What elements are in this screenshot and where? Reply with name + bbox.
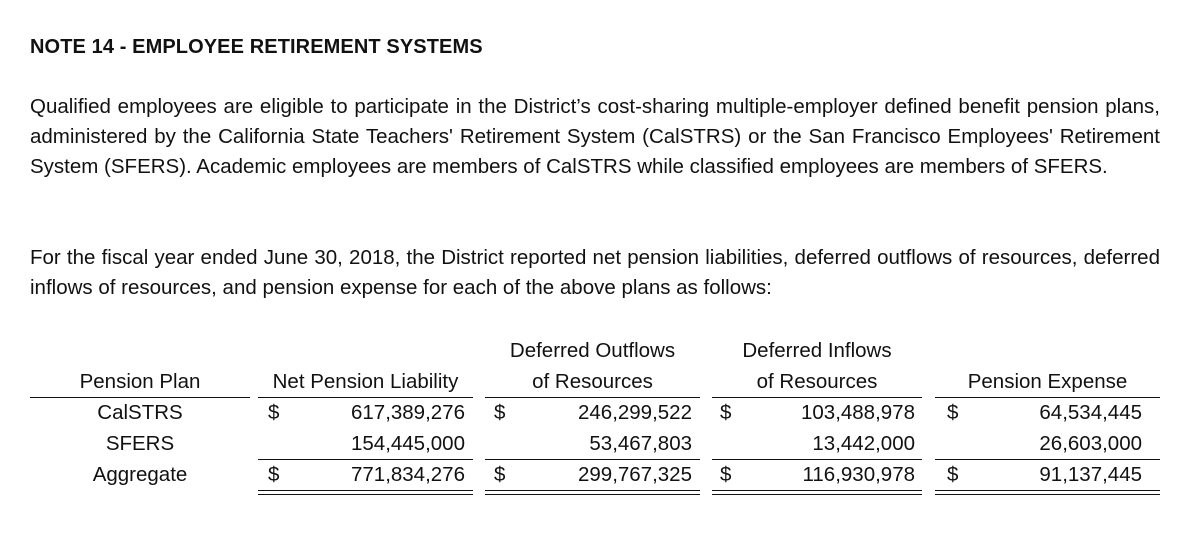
currency-symbol: $	[268, 401, 280, 424]
currency-symbol: $	[720, 401, 732, 424]
total-double-rule-expense	[935, 490, 1160, 495]
header-rule-plan	[30, 397, 250, 398]
header-inflows-line2: of Resources	[756, 370, 878, 393]
row-plan-label: CalSTRS	[97, 401, 183, 424]
total-double-rule-outflows	[485, 490, 700, 495]
paragraph-fiscal-year: For the fiscal year ended June 30, 2018, the District reported net pension liabilities, deferred outflows of resources, deferred inflows of resources, and pension expense for each of the above plans as follows:	[30, 246, 1160, 299]
row-expense-value: 91,137,445	[1039, 463, 1142, 486]
row-outflows-value: 299,767,325	[577, 463, 692, 486]
note-heading: NOTE 14 - EMPLOYEE RETIREMENT SYSTEMS	[30, 36, 483, 58]
header-rule-outflows	[485, 397, 700, 398]
currency-symbol: $	[494, 401, 506, 424]
row-outflows-value: 246,299,522	[577, 401, 692, 424]
currency-symbol: $	[947, 463, 959, 486]
row-expense-value: 64,534,445	[1039, 401, 1142, 424]
header-pension-expense: Pension Expense	[967, 370, 1128, 393]
header-rule-inflows	[712, 397, 922, 398]
header-rule-expense	[935, 397, 1160, 398]
subtotal-rule-inflows	[712, 459, 922, 460]
subtotal-rule-npl	[258, 459, 473, 460]
currency-symbol: $	[947, 401, 959, 424]
row-plan-label: SFERS	[105, 432, 175, 455]
row-inflows-value: 116,930,978	[802, 463, 915, 486]
total-double-rule-inflows	[712, 490, 922, 495]
subtotal-rule-outflows	[485, 459, 700, 460]
currency-symbol: $	[720, 463, 732, 486]
row-expense-value: 26,603,000	[1039, 432, 1142, 455]
row-npl-value: 771,834,276	[350, 463, 465, 486]
pension-table	[30, 335, 1160, 505]
header-inflows-line1: Deferred Inflows	[742, 339, 892, 362]
subtotal-rule-expense	[935, 459, 1160, 460]
row-npl-value: 154,445,000	[350, 432, 465, 455]
currency-symbol: $	[494, 463, 506, 486]
paragraph-eligibility: Qualified employees are eligible to participate in the District’s cost-sharing multiple-employer defined benefit pension plans, administered by the California State Teachers' Retirement System (CalSTRS) or the San Francisco Employees' Retirement System (SFERS). Academic employees are members of CalSTRS while classified employees are members of SFERS.	[30, 95, 1160, 178]
header-outflows-line1: Deferred Outflows	[509, 339, 676, 362]
row-inflows-value: 103,488,978	[800, 401, 915, 424]
header-net-pension-liability: Net Pension Liability	[272, 370, 459, 393]
header-pension-plan: Pension Plan	[79, 370, 201, 393]
row-inflows-value: 13,442,000	[812, 432, 915, 455]
row-outflows-value: 53,467,803	[589, 432, 692, 455]
row-npl-value: 617,389,276	[350, 401, 465, 424]
header-rule-npl	[258, 397, 473, 398]
currency-symbol: $	[268, 463, 280, 486]
total-double-rule-npl	[258, 490, 473, 495]
header-outflows-line2: of Resources	[532, 370, 653, 393]
row-plan-label: Aggregate	[92, 463, 188, 486]
